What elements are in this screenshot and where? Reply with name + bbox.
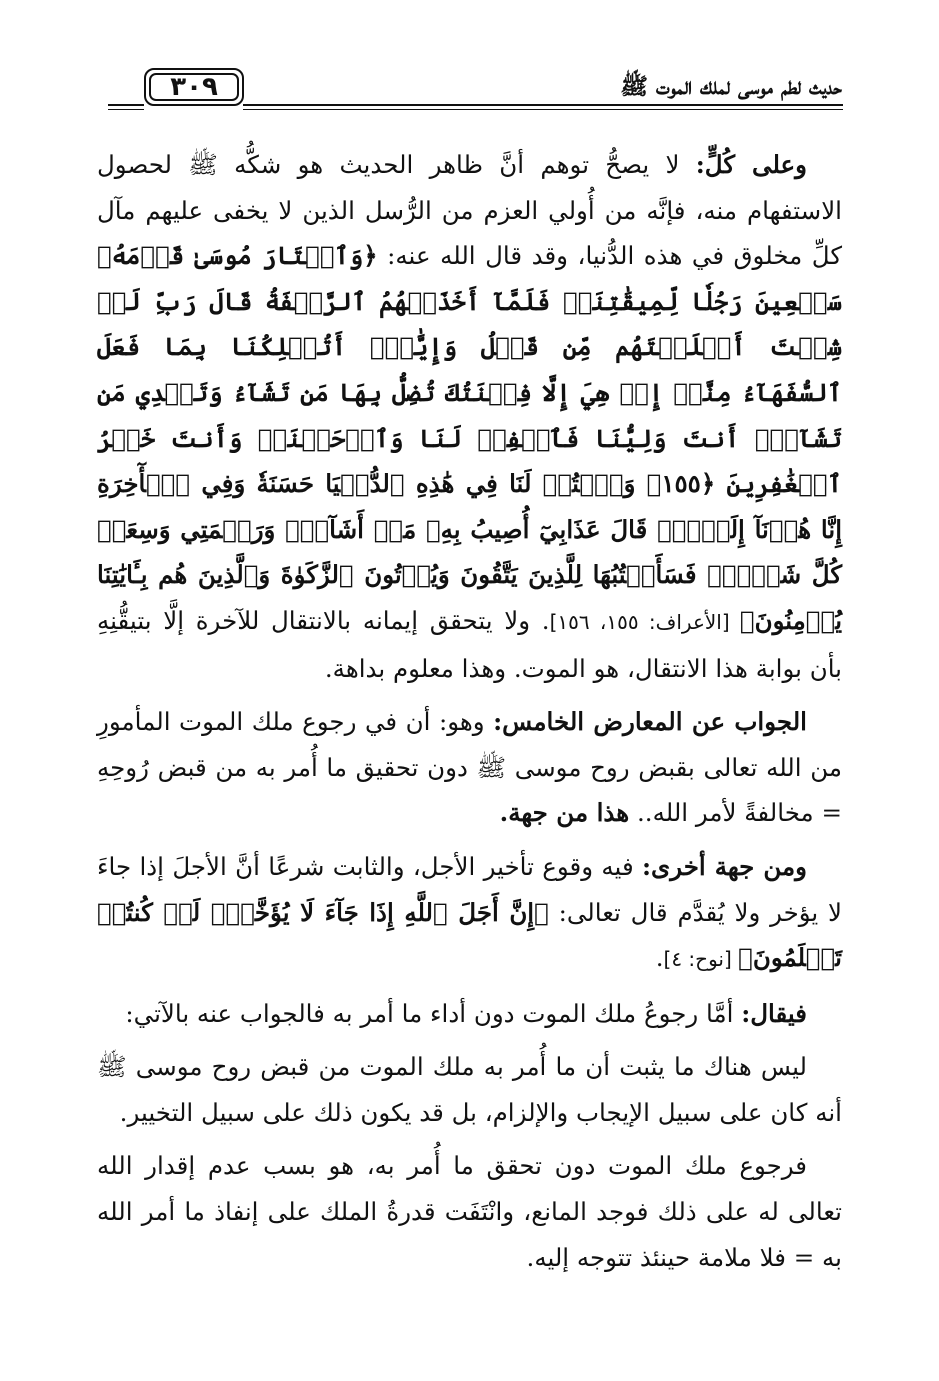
page-body: [97, 142, 842, 1288]
paragraph-lead: فيقال:: [741, 998, 807, 1028]
page-number: ٣٠٩: [149, 73, 239, 101]
page-number-frame: [144, 68, 244, 106]
section-heading: الجواب عن المعارض الخامس:: [493, 707, 807, 737]
paragraph-text: لا يصحُّ توهم أنَّ ظاهر الحديث هو شكُّه ﷺ لحصول الاستفهام منه، فإنَّه من أُولي العزم من الرُّسل الذين لا يخفى عليهم مآل كلِّ مخلوق في هذه الدُّنيا، وقد قال الله عنه:: [97, 150, 842, 271]
paragraph-1: [97, 142, 842, 691]
page-header: [108, 62, 842, 122]
paragraph-6: فرجوع ملك الموت دون تحقق ما أُمر به، هو بسب عدم إقدار الله تعالى له على ذلك فوجد المانع، وانْتَفَت قدرةُ الملك على إنفاذ ما أمر الله به = فلا ملامة حينئذ تتوجه إليه.: [97, 1151, 842, 1272]
quran-verse: ﴿وَٱخۡتَارَ مُوسَىٰ قَوۡمَهُۥ سَبۡعِينَ رَجُلٗا لِّمِيقَٰتِنَاۖ فَلَمَّآ أَخَذَتۡهُمُ ٱلرَّجۡفَةُ قَالَ رَبِّ لَوۡ شِئۡتَ أَهۡلَكۡتَهُم مِّن قَبۡلُ وَإِيَّٰيَۖ أَتُهۡلِكُنَا بِمَا فَعَلَ ٱلسُّفَهَآءُ مِنَّآۖ إِنۡ هِيَ إِلَّا فِتۡنَتُكَ تُضِلُّ بِهَا مَن تَشَآءُ وَتَهۡدِي مَن تَشَآءُۖ أَنتَ وَلِيُّنَا فَٱغۡفِرۡ لَنَا وَٱرۡحَمۡنَاۖ وَأَنتَ خَيۡرُ ٱلۡغَٰفِرِينَ ﴿١٥٥﴾ وَٱكۡتُبۡ لَنَا فِي هَٰذِهِ ٱلدُّنۡيَا حَسَنَةٗ وَفِي ٱلۡأٓخِرَةِ إِنَّا هُدۡنَآ إِلَيۡكَۚ قَالَ عَذَابِيٓ أُصِيبُ بِهِۦ مَنۡ أَشَآءُۖ وَرَحۡمَتِي وَسِعَتۡ كُلَّ شَيۡءٖۚ فَسَأَكۡتُبُهَا لِلَّذِينَ يَتَّقُونَ وَيُؤۡتُونَ ٱلزَّكَوٰةَ وَٱلَّذِينَ هُم بِـَٔايَٰتِنَا يُؤۡمِنُونَ﴾: [97, 241, 843, 635]
header-rule-left: [108, 104, 144, 106]
paragraph-5: ليس هناك ما يثبت أن ما أُمر به ملك الموت من قبض روح موسى ﷺ أنه كان على سبيل الإيجاب والإلزام، بل قد يكون ذلك على سبيل التخيير.: [97, 1052, 842, 1127]
paragraph-text: . ولا يتحقق إيمانه بالانتقال للآخرة إلَّا بتيقُّنِهِ بأن بوابة هذا الانتقال، هو الموت. وهذا معلوم بداهة.: [97, 605, 842, 683]
paragraph-text: .: [655, 943, 664, 973]
header-rule-right: [243, 104, 843, 106]
paragraph-tail: هذا من جهة.: [499, 798, 630, 828]
header-rule-right-thin: [243, 109, 843, 110]
paragraph-text: وهو: أن في رجوع ملك الموت المأمورِ من الله تعالى بقبض روح موسى ﷺ دون تحقيق ما أُمر به من قبض رُوحِهِ = مخالفةً لأمر الله..: [97, 707, 842, 828]
header-rule-left-thin: [108, 109, 144, 110]
quran-verse: ﴿إِنَّ أَجَلَ ٱللَّهِ إِذَا جَآءَ لَا يُؤَخَّرُۚ لَوۡ كُنتُمۡ تَعۡلَمُونَ﴾: [97, 897, 842, 973]
paragraph-lead: وعلى كُلٍّ:: [695, 150, 807, 179]
verse-reference: [الأعراف: ١٥٥، ١٥٦]: [549, 609, 740, 634]
paragraph-3: [97, 844, 842, 983]
paragraph-4: [97, 991, 842, 1037]
paragraph-text: فيه وقوع تأخير الأجل، والثابت شرعًا أنَّ الأجلَ إذا جاءَ لا يؤخر ولا يُقدَّم قال تعالى:: [97, 851, 842, 927]
verse-reference: [نوح: ٤]: [663, 947, 739, 972]
paragraph-text: أمَّا رجوعُ ملك الموت دون أداء ما أمر به فالجواب عنه بالآتي:: [125, 998, 742, 1028]
paragraph-2: [97, 699, 842, 836]
paragraph-lead: ومن جهة أخرى:: [641, 851, 807, 881]
running-title: حديث لطم موسى لملك الموت ﷺ: [620, 73, 842, 100]
